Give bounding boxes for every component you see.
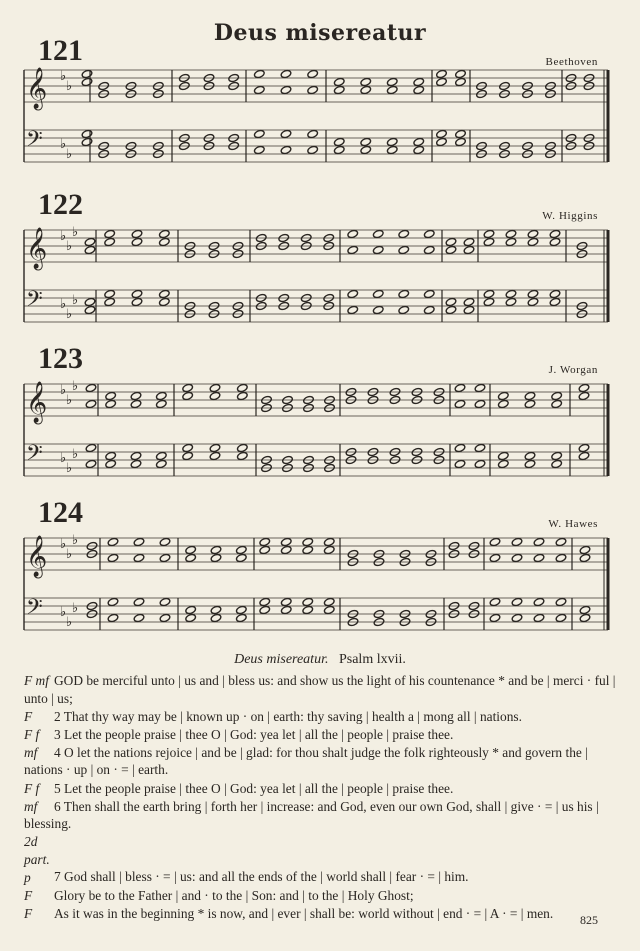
note-head [455, 69, 467, 78]
note-head [105, 451, 117, 460]
verse [24, 708, 620, 726]
note-head [210, 613, 222, 622]
composer-122: W. Higgins [542, 210, 598, 222]
note-head [302, 605, 314, 614]
flat-icon: ♭ [66, 615, 73, 630]
note-head [551, 451, 563, 460]
note-head [579, 553, 591, 562]
treble-clef-icon: 𝄞 [26, 68, 48, 109]
note-head [159, 229, 171, 238]
note-head [489, 553, 501, 562]
note-head [104, 229, 116, 238]
verse-text: 3 Let the people praise | thee O | God: yea let | all the | people | praise thee. [54, 726, 454, 742]
note-head [423, 305, 435, 314]
flat-icon: ♭ [72, 225, 79, 240]
note-head [527, 229, 539, 238]
verse-text: 2 That thy way may be | known up · on | earth: thy saving | health a | mong all | nations. [54, 708, 522, 724]
note-head [551, 391, 563, 400]
flat-icon: ♭ [60, 537, 67, 552]
verse [24, 726, 620, 744]
note-head [280, 69, 292, 78]
psalm-reference: Psalm lxvii. [338, 652, 406, 667]
note-head [551, 459, 563, 468]
note-head [159, 237, 171, 246]
note-head [360, 137, 372, 146]
note-head [454, 399, 466, 408]
note-head [505, 237, 517, 246]
note-head [524, 399, 536, 408]
note-head [445, 305, 457, 314]
note-head [527, 289, 539, 298]
note-head [578, 383, 590, 392]
note-head [131, 237, 143, 246]
dynamic-mark: F [24, 708, 33, 724]
flat-icon: ♭ [60, 451, 67, 466]
note-head [133, 537, 145, 546]
note-head [107, 597, 119, 606]
flat-icon: ♭ [72, 293, 79, 308]
bass-clef-icon: 𝄢 [26, 127, 43, 157]
hymn-number-124: 124 [38, 496, 83, 529]
note-head [498, 399, 510, 408]
verse [24, 798, 620, 833]
note-head [302, 597, 314, 606]
note-head [505, 229, 517, 238]
flat-icon: ♭ [66, 239, 73, 254]
note-head [209, 383, 221, 392]
note-head [454, 459, 466, 468]
note-head [302, 537, 314, 546]
hymn-number-122: 122 [38, 188, 83, 221]
hymn-number-121: 121 [38, 34, 83, 67]
note-head [237, 443, 249, 452]
note-head [498, 391, 510, 400]
note-head [533, 597, 545, 606]
bass-clef-icon: 𝄢 [26, 287, 43, 317]
note-head [555, 537, 567, 546]
note-head [455, 137, 467, 146]
dynamic-mark: F mf [24, 673, 49, 688]
note-head [302, 545, 314, 554]
note-head [551, 399, 563, 408]
note-head [498, 451, 510, 460]
note-head [423, 289, 435, 298]
note-head [237, 383, 249, 392]
note-head [524, 391, 536, 400]
note-head [463, 245, 475, 254]
note-head [280, 597, 292, 606]
note-head [483, 289, 495, 298]
note-head [579, 613, 591, 622]
note-head [104, 237, 116, 246]
note-head [398, 245, 410, 254]
note-head [579, 545, 591, 554]
note-head [182, 451, 194, 460]
note-head [398, 289, 410, 298]
note-head [182, 383, 194, 392]
note-head [423, 229, 435, 238]
note-head [159, 289, 171, 298]
dynamic-mark: 2d part. p [24, 834, 50, 885]
flat-icon: ♭ [60, 229, 67, 244]
dynamic-mark: F f [24, 726, 40, 742]
note-head [511, 553, 523, 562]
note-head [323, 537, 335, 546]
note-head [436, 69, 448, 78]
note-head [81, 129, 93, 138]
note-head [360, 85, 372, 94]
note-head [133, 597, 145, 606]
note-head [360, 77, 372, 86]
note-head [209, 443, 221, 452]
verse [24, 780, 620, 798]
note-head [259, 545, 271, 554]
note-head [323, 545, 335, 554]
note-head [131, 229, 143, 238]
note-head [130, 399, 142, 408]
note-head [236, 553, 248, 562]
note-head [131, 289, 143, 298]
note-head [307, 85, 319, 94]
note-head [156, 459, 168, 468]
chant-subtitle [0, 652, 640, 668]
note-head [549, 229, 561, 238]
note-head [463, 305, 475, 314]
note-head [445, 237, 457, 246]
note-head [533, 613, 545, 622]
note-head [555, 613, 567, 622]
flat-icon: ♭ [60, 69, 67, 84]
flat-icon: ♭ [60, 383, 67, 398]
note-head [555, 553, 567, 562]
note-head [413, 85, 425, 94]
flat-icon: ♭ [66, 393, 73, 408]
note-head [105, 391, 117, 400]
note-head [254, 69, 266, 78]
note-head [81, 137, 93, 146]
flat-icon: ♭ [60, 137, 67, 152]
verse [24, 905, 620, 923]
note-head [185, 545, 197, 554]
composer-121: Beethoven [545, 56, 598, 68]
bass-clef-icon: 𝄢 [26, 595, 43, 625]
note-head [104, 297, 116, 306]
note-head [85, 383, 97, 392]
note-head [259, 597, 271, 606]
hymn-number-123: 123 [38, 342, 83, 375]
note-head [280, 85, 292, 94]
note-head [578, 443, 590, 452]
note-head [210, 605, 222, 614]
composer-123: J. Worgan [548, 364, 598, 376]
note-head [333, 145, 345, 154]
note-head [372, 229, 384, 238]
page-number: 825 [580, 913, 598, 927]
note-head [549, 297, 561, 306]
note-head [549, 237, 561, 246]
note-head [463, 297, 475, 306]
flat-icon: ♭ [66, 461, 73, 476]
chant-text [24, 672, 620, 923]
note-head [159, 537, 171, 546]
note-head [85, 443, 97, 452]
note-head [505, 289, 517, 298]
note-head [511, 613, 523, 622]
verse-text: 4 O let the nations rejoice | and be | glad: for thou shalt judge the folk righteously * and govern the | nations · up | on · = | earth. [24, 744, 588, 778]
note-head [133, 553, 145, 562]
note-head [280, 129, 292, 138]
note-head [81, 69, 93, 78]
note-head [280, 145, 292, 154]
note-head [84, 245, 96, 254]
note-head [511, 597, 523, 606]
note-head [81, 77, 93, 86]
dynamic-mark: mf [24, 798, 38, 814]
note-head [156, 399, 168, 408]
note-head [445, 297, 457, 306]
page-title: Deus misereatur [213, 20, 427, 46]
note-head [463, 237, 475, 246]
note-head [386, 145, 398, 154]
note-head [280, 545, 292, 554]
dynamic-mark: F [24, 887, 33, 903]
note-head [236, 605, 248, 614]
note-head [489, 613, 501, 622]
flat-icon: ♭ [72, 379, 79, 394]
note-head [333, 77, 345, 86]
flat-icon: ♭ [66, 147, 73, 162]
note-head [131, 297, 143, 306]
note-head [524, 459, 536, 468]
note-head [454, 383, 466, 392]
note-head [372, 245, 384, 254]
note-head [474, 459, 486, 468]
verse [24, 833, 620, 886]
note-head [372, 289, 384, 298]
note-head [182, 443, 194, 452]
note-head [130, 391, 142, 400]
note-head [386, 85, 398, 94]
note-head [307, 69, 319, 78]
note-head [159, 297, 171, 306]
note-head [209, 451, 221, 460]
note-head [185, 613, 197, 622]
note-head [107, 553, 119, 562]
note-head [280, 605, 292, 614]
note-head [323, 605, 335, 614]
note-head [307, 145, 319, 154]
note-head [511, 537, 523, 546]
note-head [524, 451, 536, 460]
treble-clef-icon: 𝄞 [26, 382, 48, 423]
note-head [455, 129, 467, 138]
note-head [579, 605, 591, 614]
flat-icon: ♭ [66, 79, 73, 94]
note-head [156, 391, 168, 400]
treble-clef-icon: 𝄞 [26, 536, 48, 577]
note-head [578, 391, 590, 400]
note-head [505, 297, 517, 306]
note-head [254, 85, 266, 94]
note-head [159, 553, 171, 562]
flat-icon: ♭ [72, 601, 79, 616]
note-head [527, 297, 539, 306]
note-head [474, 383, 486, 392]
note-head [85, 399, 97, 408]
note-head [259, 605, 271, 614]
note-head [237, 451, 249, 460]
note-head [445, 245, 457, 254]
flat-icon: ♭ [66, 547, 73, 562]
note-head [474, 443, 486, 452]
note-head [555, 597, 567, 606]
note-head [130, 451, 142, 460]
bass-clef-icon: 𝄢 [26, 441, 43, 471]
note-head [436, 77, 448, 86]
note-head [105, 459, 117, 468]
verse [24, 744, 620, 779]
note-head [159, 597, 171, 606]
note-head [236, 545, 248, 554]
note-head [209, 391, 221, 400]
note-head [413, 137, 425, 146]
flat-icon: ♭ [72, 533, 79, 548]
note-head [533, 553, 545, 562]
note-head [398, 305, 410, 314]
verse [24, 672, 620, 707]
flat-icon: ♭ [60, 605, 67, 620]
note-head [455, 77, 467, 86]
note-head [84, 297, 96, 306]
note-head [107, 537, 119, 546]
note-head [360, 145, 372, 154]
note-head [210, 545, 222, 554]
note-head [133, 613, 145, 622]
note-head [254, 145, 266, 154]
note-head [156, 451, 168, 460]
note-head [159, 613, 171, 622]
note-head [347, 245, 359, 254]
note-head [454, 443, 466, 452]
note-head [210, 553, 222, 562]
note-head [104, 289, 116, 298]
note-head [483, 297, 495, 306]
note-head [386, 137, 398, 146]
note-head [84, 237, 96, 246]
note-head [333, 85, 345, 94]
note-head [347, 229, 359, 238]
note-head [323, 597, 335, 606]
note-head [185, 605, 197, 614]
dynamic-mark: mf [24, 744, 38, 760]
note-head [436, 129, 448, 138]
dynamic-mark: F [24, 905, 33, 921]
note-head [578, 451, 590, 460]
verse-text: GOD be merciful unto | us and | bless us: and show us the light of his countenance * and be | merci · ful | unto | us; [24, 673, 616, 706]
note-head [130, 459, 142, 468]
note-head [372, 305, 384, 314]
note-head [105, 399, 117, 408]
note-head [237, 391, 249, 400]
note-head [413, 77, 425, 86]
flat-icon: ♭ [60, 297, 67, 312]
note-head [280, 537, 292, 546]
composer-124: W. Hawes [548, 518, 598, 530]
verse-text: 7 God shall | bless · = | us: and all the ends of the | world shall | fear · = | him. [54, 869, 469, 885]
note-head [423, 245, 435, 254]
note-head [84, 305, 96, 314]
note-head [489, 537, 501, 546]
note-head [483, 229, 495, 238]
verse-text: 6 Then shall the earth bring | forth her | increase: and God, even our own God, shall | give · = | us his | blessing. [24, 798, 599, 832]
note-head [236, 613, 248, 622]
note-head [185, 553, 197, 562]
note-head [307, 129, 319, 138]
note-head [398, 229, 410, 238]
note-head [386, 77, 398, 86]
verse-text: Glory be to the Father | and · to the | Son: and | to the | Holy Ghost; [54, 887, 414, 903]
note-head [489, 597, 501, 606]
dynamic-mark: F f [24, 780, 40, 796]
note-head [347, 289, 359, 298]
note-head [483, 237, 495, 246]
note-head [533, 537, 545, 546]
note-head [259, 537, 271, 546]
treble-clef-icon: 𝄞 [26, 228, 48, 269]
note-head [107, 613, 119, 622]
note-head [413, 145, 425, 154]
flat-icon: ♭ [66, 307, 73, 322]
verse-text: As it was in the beginning * is now, and | ever | shall be: world without | end · = | A · = | men. [54, 905, 554, 921]
note-head [182, 391, 194, 400]
note-head [254, 129, 266, 138]
note-head [333, 137, 345, 146]
canticle-title: Deus misereatur. [234, 652, 329, 667]
note-head [347, 305, 359, 314]
note-head [85, 459, 97, 468]
note-head [474, 399, 486, 408]
verse [24, 887, 620, 905]
note-head [436, 137, 448, 146]
note-head [498, 459, 510, 468]
verse-text: 5 Let the people praise | thee O | God: yea let | all the | people | praise thee. [54, 780, 454, 796]
flat-icon: ♭ [72, 447, 79, 462]
note-head [527, 237, 539, 246]
note-head [549, 289, 561, 298]
